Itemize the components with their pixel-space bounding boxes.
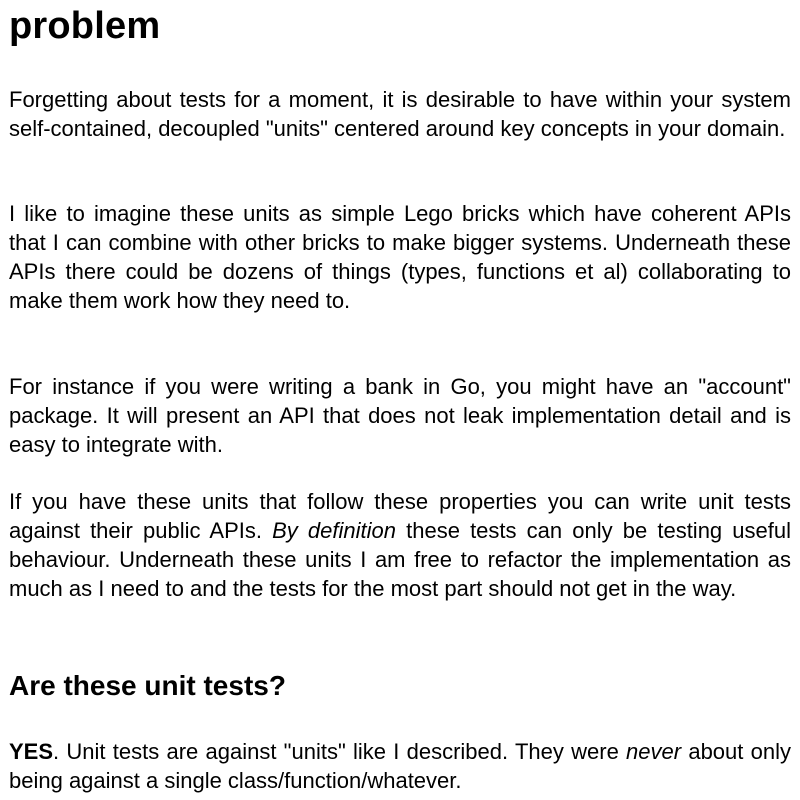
subheading-unit-tests: Are these unit tests? [9,670,286,701]
paragraph-text: . Unit tests are against "units" like I described. They were [53,739,627,764]
paragraph-bank-example: For instance if you were writing a bank in Go, you might have an "account" package. It will present an API that does not leak implementation detail and is easy to integrate with. [9,374,791,457]
emphasis-text: never [626,739,682,764]
paragraph-text: these tests can only be testing useful behaviour. Underneath these units I am free to refactor the implementation as much as I need to and the tests for the most part should not get in the way. [9,518,792,601]
paragraph-text: If you have these units that follow these properties you can write unit tests against their public APIs. [9,489,791,543]
paragraph-answer [9,737,791,795]
answer-yes: YES [9,739,54,764]
emphasis-text: By definition [272,518,396,543]
paragraph-public-apis [9,487,791,603]
paragraph-text: about only being against a single class/function/whatever. [9,739,791,793]
section-title: problem [9,5,161,47]
paragraph-lego-bricks: I like to imagine these units as simple Lego bricks which have coherent APIs that I can combine with other bricks to make bigger systems. Underneath these APIs there could be dozens of things (types, functions et al) collaborating to make them work how they need to. [9,201,791,313]
paragraph-units-intro: Forgetting about tests for a moment, it is desirable to have within your system self-contained, decoupled "units" centered around key concepts in your domain. [9,87,791,141]
